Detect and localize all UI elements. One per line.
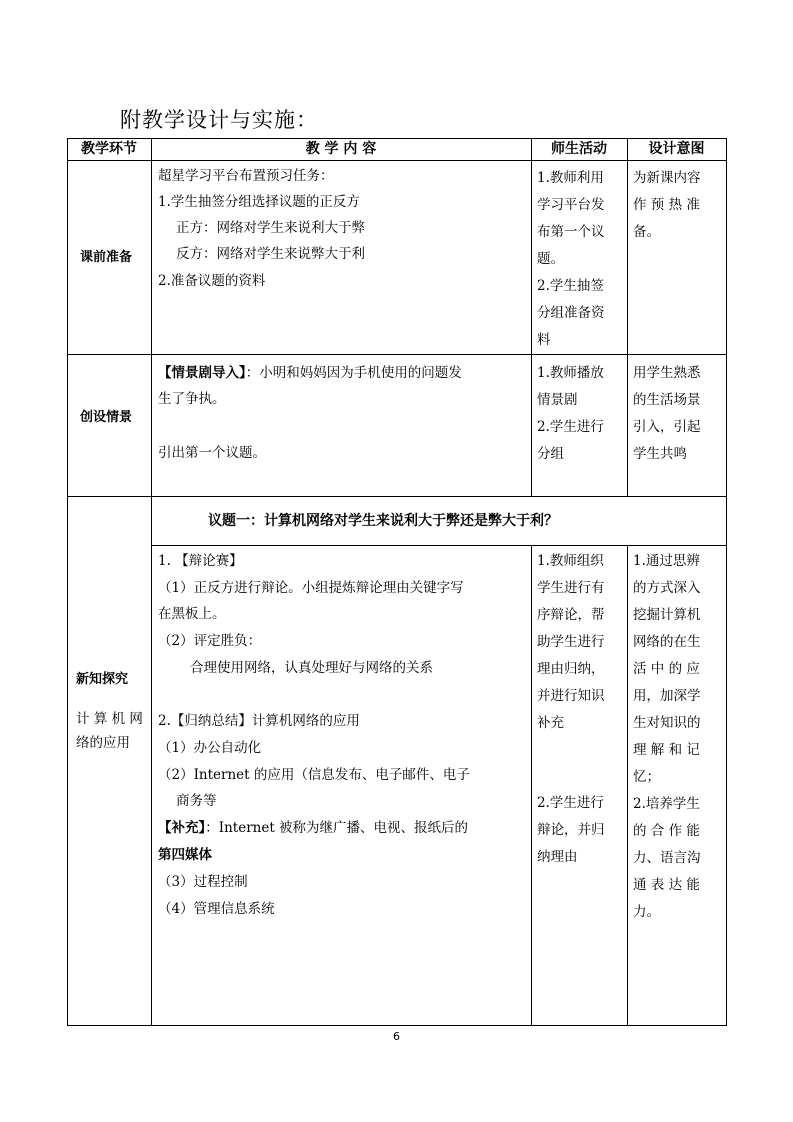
stage-explore: 新知探究 xyxy=(76,672,129,687)
header-activity: 师生活动 xyxy=(551,141,607,157)
header-intent: 设计意图 xyxy=(648,141,705,157)
header-stage: 教学环节 xyxy=(81,141,137,157)
supplement-label: 【补充】 xyxy=(158,820,206,836)
page-number: 6 xyxy=(393,1030,400,1043)
stage-prep: 课前准备 xyxy=(80,250,133,265)
topic-one: 议题一：计算机网络对学生来说利大于弊还是弊大于利？ xyxy=(208,513,558,529)
stage-scene: 创设情景 xyxy=(80,410,133,425)
header-content: 教 学 内 容 xyxy=(305,141,377,157)
page-title: 附教学设计与实施： xyxy=(120,108,318,132)
scene-label: 【情景剧导入】 xyxy=(158,365,246,381)
